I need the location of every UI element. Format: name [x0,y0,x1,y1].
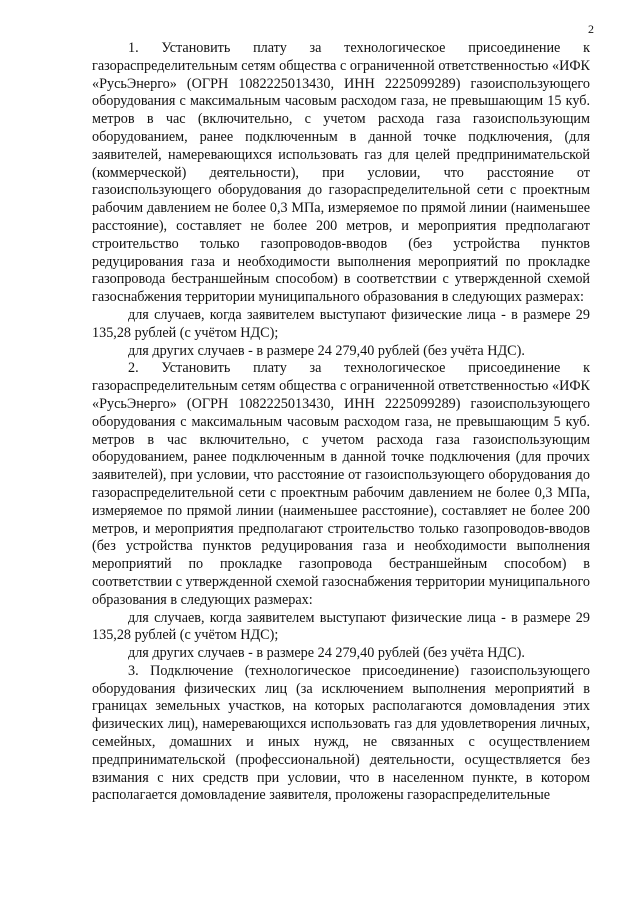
paragraph-1: 1. Установить плату за технологическое присоединение к газораспределительным сетям общества с ограниченной ответственностью «ИФК «РусьЭнерго» (ОГРН 1082225013430, ИНН 2225099289) газоиспользующего оборудования с максимальным часовым расходом газа, не превышающим 15 куб. метров в час (включительно, с учетом расхода газа газоиспользующим оборудованием, ранее подключенным в данной точке подключения, (для заявителей, намеревающихся использовать газ для целей предпринимательской (коммерческой) деятельности), при условии, что расстояние от газоиспользующего оборудования до газораспределительной сети с проектным рабочим давлением не более 0,3 МПа, измеряемое по прямой линии (наименьшее расстояние), составляет не более 200 метров, и мероприятия предполагают строительство только газопроводов-вводов (без устройства пунктов редуцирования газа и необходимости выполнения мероприятий по прокладке газопровода бестраншейным способом) в соответствии с утвержденной схемой газоснабжения территории муниципального образования в следующих размерах: [92,40,590,306]
paragraph-2-physical-persons: для случаев, когда заявителем выступают физические лица - в размере 29 135,28 рублей (с учётом НДС); [92,609,590,644]
paragraph-3: 3. Подключение (технологическое присоединение) газоиспользующего оборудования физических лиц (за исключением выполнения мероприятий в границах земельных участков, на которых располагаются домовладения этих физических лиц), намеревающихся использовать газ для удовлетворения личных, семейных, домашних и иных нужд, не связанных с осуществлением предпринимательской (профессиональной) деятельности, осуществляется без взимания с них средств при условии, что в населенном пункте, в котором располагается домовладение заявителя, проложены газораспределительные [92,662,590,804]
paragraph-2: 2. Установить плату за технологическое присоединение к газораспределительным сетям общества с ограниченной ответственностью «ИФК «РусьЭнерго» (ОГРН 1082225013430, ИНН 2225099289) газоиспользующего оборудования с максимальным часовым расходом газа, не превышающим 5 куб. метров в час включительно, с учетом расхода газа газоиспользующим оборудованием, ранее подключенным в данной точке подключения (для прочих заявителей), при условии, что расстояние от газоиспользующего оборудования до газораспределительной сети с проектным рабочим давлением не более 0,3 МПа, измеряемое по прямой линии (наименьшее расстояние), составляет не более 200 метров, и мероприятия предполагают строительство только газопроводов-вводов (без устройства пунктов редуцирования газа и необходимости выполнения мероприятий по прокладке газопровода бестраншейным способом) в соответствии с утвержденной схемой газоснабжения территории муниципального образования в следующих размерах: [92,360,590,608]
paragraph-1-other-cases: для других случаев - в размере 24 279,40 рублей (без учёта НДС). [128,342,525,359]
document-body [92,40,590,805]
paragraph-1-physical-persons: для случаев, когда заявителем выступают физические лица - в размере 29 135,28 рублей (с учётом НДС); [92,306,590,341]
paragraph-2-other-cases: для других случаев - в размере 24 279,40 рублей (без учёта НДС). [128,645,525,662]
page-number: 2 [588,22,594,36]
